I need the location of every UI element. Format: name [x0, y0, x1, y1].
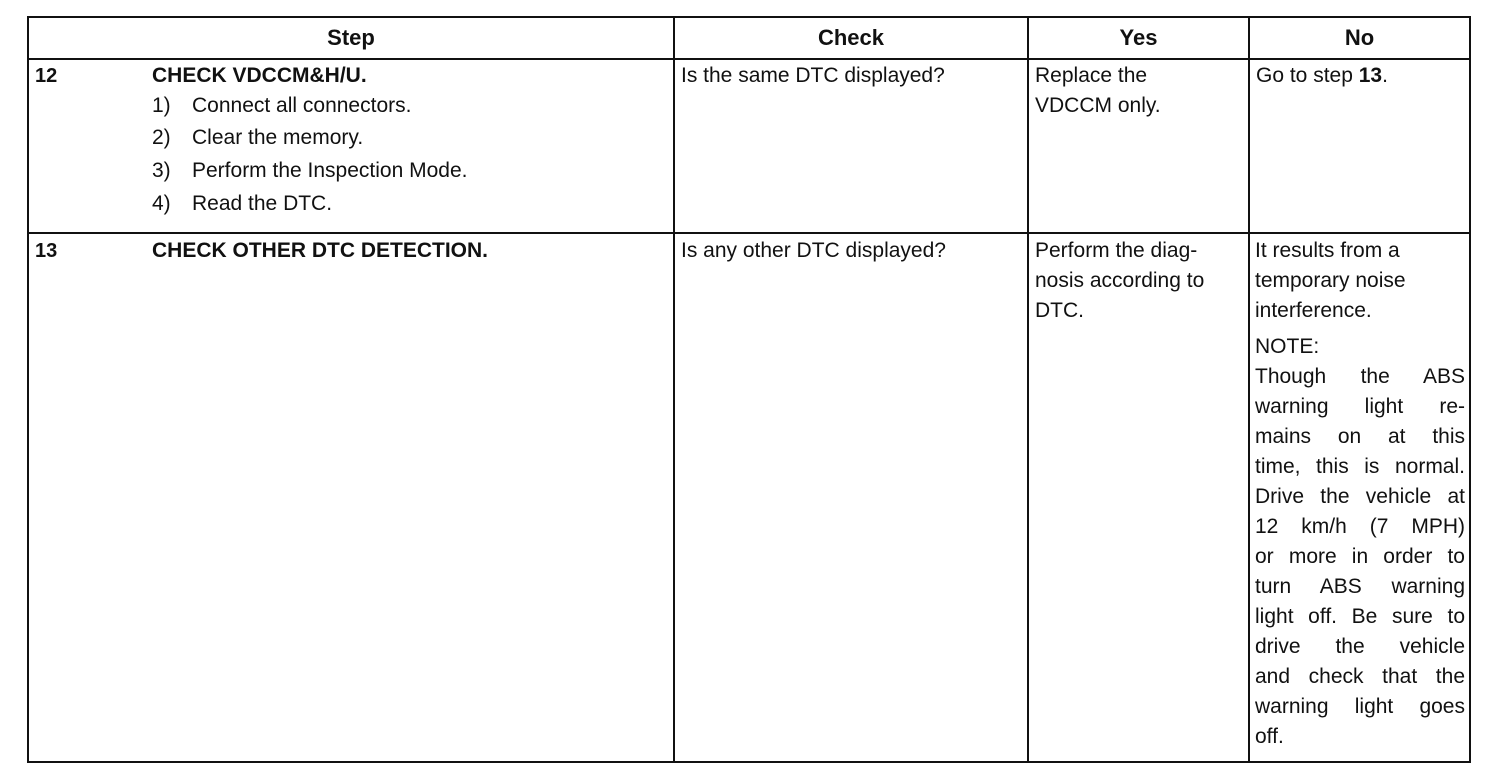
row-divider [29, 232, 1469, 234]
substep: 3) Perform the Inspection Mode. [152, 159, 468, 182]
note-line: mains on at this [1255, 425, 1465, 448]
header-step: Step [327, 25, 375, 50]
note-line: warning light re- [1255, 395, 1465, 418]
note-line: drive the vehicle [1255, 635, 1465, 658]
step-title: CHECK VDCCM&H/U. [152, 64, 367, 87]
note-label: NOTE: [1255, 335, 1320, 358]
substep: 1) Connect all connectors. [152, 94, 412, 117]
column-divider [1248, 18, 1250, 761]
note-line: time, this is normal. [1255, 455, 1465, 478]
header-yes: Yes [1119, 25, 1158, 50]
header-check: Check [817, 25, 885, 50]
step-content [152, 61, 662, 219]
note-line: Though the ABS [1255, 365, 1465, 388]
step-number: 12 [35, 65, 58, 87]
no-action: It results from a temporary noise interference. NOTE: Though the ABS warning light re- mains on at this time, this is normal. Drive the vehicle at 12 km/h (7 MPH) or more in order to turn ABS warning light off. Be sure to drive the vehicle and check that the warning light goes off. [1255, 236, 1465, 752]
note-line: Drive the vehicle at [1255, 485, 1465, 508]
header-divider [29, 58, 1469, 60]
note-line: 12 km/h (7 MPH) [1255, 515, 1465, 538]
note-line: or more in order to [1255, 545, 1465, 568]
diagnostic-table [27, 16, 1471, 763]
substep: 2) Clear the memory. [152, 126, 364, 149]
note-text [1255, 362, 1465, 752]
note-line: off. [1255, 725, 1284, 748]
header-no: No [1344, 25, 1375, 50]
check-question: Is the same DTC displayed? [681, 64, 945, 87]
note-line: and check that the [1255, 665, 1465, 688]
step-title: CHECK OTHER DTC DETECTION. [152, 239, 488, 262]
step-number: 13 [35, 240, 58, 262]
check-question: Is any other DTC displayed? [681, 239, 946, 262]
yes-action: Replace the VDCCM only. [1035, 64, 1161, 117]
note-line: warning light goes [1255, 695, 1465, 718]
note-line: light off. Be sure to [1255, 605, 1465, 628]
substep-list [152, 91, 662, 219]
note-line: turn ABS warning [1255, 575, 1465, 598]
no-action: Go to step 13. [1256, 64, 1388, 87]
column-divider [673, 18, 675, 761]
column-divider [1027, 18, 1029, 761]
yes-action: Perform the diag- nosis according to DTC. [1035, 239, 1205, 322]
substep: 4) Read the DTC. [152, 192, 333, 215]
